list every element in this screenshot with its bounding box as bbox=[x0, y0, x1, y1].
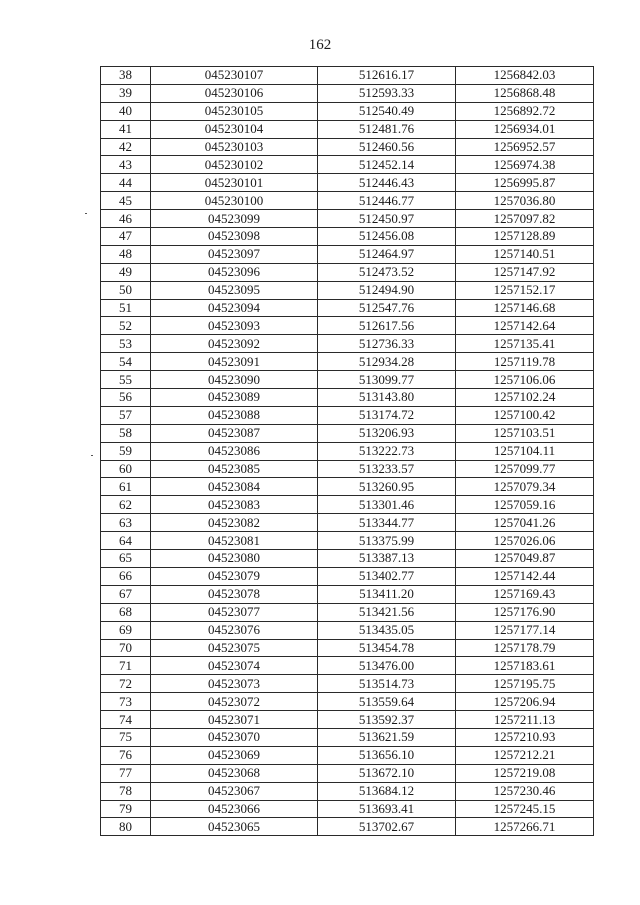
x-coordinate-cell: 513514.73 bbox=[318, 675, 456, 693]
table-row bbox=[101, 67, 594, 85]
table-row bbox=[101, 120, 594, 138]
point-number-cell: 72 bbox=[101, 675, 151, 693]
table-row bbox=[101, 567, 594, 585]
point-code-cell: 04523088 bbox=[151, 406, 318, 424]
y-coordinate-cell: 1257103.51 bbox=[456, 424, 594, 442]
point-code-cell: 045230100 bbox=[151, 192, 318, 210]
x-coordinate-cell: 513454.78 bbox=[318, 639, 456, 657]
point-code-cell: 045230106 bbox=[151, 84, 318, 102]
point-code-cell: 04523093 bbox=[151, 317, 318, 335]
table-row bbox=[101, 442, 594, 460]
point-code-cell: 04523065 bbox=[151, 818, 318, 836]
table-row bbox=[101, 317, 594, 335]
y-coordinate-cell: 1257210.93 bbox=[456, 728, 594, 746]
x-coordinate-cell: 512464.97 bbox=[318, 245, 456, 263]
y-coordinate-cell: 1257135.41 bbox=[456, 335, 594, 353]
point-number-cell: 78 bbox=[101, 782, 151, 800]
table-row bbox=[101, 478, 594, 496]
x-coordinate-cell: 512934.28 bbox=[318, 353, 456, 371]
x-coordinate-cell: 512450.97 bbox=[318, 210, 456, 228]
table-row bbox=[101, 389, 594, 407]
x-coordinate-cell: 513233.57 bbox=[318, 460, 456, 478]
point-number-cell: 73 bbox=[101, 693, 151, 711]
y-coordinate-cell: 1257195.75 bbox=[456, 675, 594, 693]
point-number-cell: 57 bbox=[101, 406, 151, 424]
y-coordinate-cell: 1256868.48 bbox=[456, 84, 594, 102]
point-code-cell: 04523079 bbox=[151, 567, 318, 585]
x-coordinate-cell: 512616.17 bbox=[318, 67, 456, 85]
point-number-cell: 66 bbox=[101, 567, 151, 585]
point-number-cell: 40 bbox=[101, 102, 151, 120]
point-code-cell: 04523094 bbox=[151, 299, 318, 317]
point-number-cell: 75 bbox=[101, 728, 151, 746]
point-code-cell: 04523095 bbox=[151, 281, 318, 299]
table-row bbox=[101, 621, 594, 639]
point-code-cell: 045230107 bbox=[151, 67, 318, 85]
table-row bbox=[101, 210, 594, 228]
y-coordinate-cell: 1257097.82 bbox=[456, 210, 594, 228]
x-coordinate-cell: 512452.14 bbox=[318, 156, 456, 174]
table-row bbox=[101, 728, 594, 746]
table-row bbox=[101, 764, 594, 782]
coordinate-table bbox=[100, 66, 594, 836]
x-coordinate-cell: 512494.90 bbox=[318, 281, 456, 299]
point-code-cell: 04523068 bbox=[151, 764, 318, 782]
table-row bbox=[101, 353, 594, 371]
y-coordinate-cell: 1257176.90 bbox=[456, 603, 594, 621]
y-coordinate-cell: 1257177.14 bbox=[456, 621, 594, 639]
x-coordinate-cell: 513344.77 bbox=[318, 514, 456, 532]
y-coordinate-cell: 1257104.11 bbox=[456, 442, 594, 460]
point-number-cell: 49 bbox=[101, 263, 151, 281]
point-code-cell: 04523069 bbox=[151, 746, 318, 764]
point-number-cell: 76 bbox=[101, 746, 151, 764]
y-coordinate-cell: 1256995.87 bbox=[456, 174, 594, 192]
point-number-cell: 42 bbox=[101, 138, 151, 156]
x-coordinate-cell: 512460.56 bbox=[318, 138, 456, 156]
x-coordinate-cell: 513702.67 bbox=[318, 818, 456, 836]
table-row bbox=[101, 693, 594, 711]
scan-speck bbox=[91, 455, 93, 456]
point-number-cell: 39 bbox=[101, 84, 151, 102]
y-coordinate-cell: 1257128.89 bbox=[456, 228, 594, 246]
point-number-cell: 44 bbox=[101, 174, 151, 192]
point-code-cell: 04523067 bbox=[151, 782, 318, 800]
point-code-cell: 04523075 bbox=[151, 639, 318, 657]
y-coordinate-cell: 1256952.57 bbox=[456, 138, 594, 156]
point-number-cell: 58 bbox=[101, 424, 151, 442]
point-code-cell: 04523086 bbox=[151, 442, 318, 460]
x-coordinate-cell: 513672.10 bbox=[318, 764, 456, 782]
point-number-cell: 50 bbox=[101, 281, 151, 299]
table-row bbox=[101, 711, 594, 729]
x-coordinate-cell: 513411.20 bbox=[318, 585, 456, 603]
table-row bbox=[101, 514, 594, 532]
table-row bbox=[101, 424, 594, 442]
table-row bbox=[101, 550, 594, 568]
point-number-cell: 61 bbox=[101, 478, 151, 496]
y-coordinate-cell: 1257219.08 bbox=[456, 764, 594, 782]
x-coordinate-cell: 512473.52 bbox=[318, 263, 456, 281]
point-code-cell: 04523066 bbox=[151, 800, 318, 818]
x-coordinate-cell: 513301.46 bbox=[318, 496, 456, 514]
table-row bbox=[101, 800, 594, 818]
point-number-cell: 67 bbox=[101, 585, 151, 603]
y-coordinate-cell: 1257119.78 bbox=[456, 353, 594, 371]
x-coordinate-cell: 513375.99 bbox=[318, 532, 456, 550]
point-number-cell: 54 bbox=[101, 353, 151, 371]
point-number-cell: 71 bbox=[101, 657, 151, 675]
x-coordinate-cell: 513387.13 bbox=[318, 550, 456, 568]
point-number-cell: 48 bbox=[101, 245, 151, 263]
table-row bbox=[101, 84, 594, 102]
point-number-cell: 41 bbox=[101, 120, 151, 138]
point-code-cell: 04523074 bbox=[151, 657, 318, 675]
table-row bbox=[101, 281, 594, 299]
x-coordinate-cell: 513421.56 bbox=[318, 603, 456, 621]
table-row bbox=[101, 585, 594, 603]
x-coordinate-cell: 513435.05 bbox=[318, 621, 456, 639]
x-coordinate-cell: 513099.77 bbox=[318, 371, 456, 389]
x-coordinate-cell: 513621.59 bbox=[318, 728, 456, 746]
y-coordinate-cell: 1257178.79 bbox=[456, 639, 594, 657]
table-row bbox=[101, 192, 594, 210]
point-code-cell: 04523076 bbox=[151, 621, 318, 639]
x-coordinate-cell: 513592.37 bbox=[318, 711, 456, 729]
y-coordinate-cell: 1257142.64 bbox=[456, 317, 594, 335]
point-number-cell: 74 bbox=[101, 711, 151, 729]
point-code-cell: 04523096 bbox=[151, 263, 318, 281]
x-coordinate-cell: 513656.10 bbox=[318, 746, 456, 764]
y-coordinate-cell: 1257206.94 bbox=[456, 693, 594, 711]
point-number-cell: 79 bbox=[101, 800, 151, 818]
point-code-cell: 045230102 bbox=[151, 156, 318, 174]
y-coordinate-cell: 1257169.43 bbox=[456, 585, 594, 603]
table-row bbox=[101, 228, 594, 246]
x-coordinate-cell: 513693.41 bbox=[318, 800, 456, 818]
table-row bbox=[101, 639, 594, 657]
point-number-cell: 52 bbox=[101, 317, 151, 335]
x-coordinate-cell: 513402.77 bbox=[318, 567, 456, 585]
x-coordinate-cell: 512446.43 bbox=[318, 174, 456, 192]
table-row bbox=[101, 496, 594, 514]
x-coordinate-cell: 513260.95 bbox=[318, 478, 456, 496]
x-coordinate-cell: 513143.80 bbox=[318, 389, 456, 407]
point-number-cell: 68 bbox=[101, 603, 151, 621]
point-code-cell: 04523087 bbox=[151, 424, 318, 442]
point-number-cell: 51 bbox=[101, 299, 151, 317]
point-number-cell: 46 bbox=[101, 210, 151, 228]
point-code-cell: 045230103 bbox=[151, 138, 318, 156]
x-coordinate-cell: 512547.76 bbox=[318, 299, 456, 317]
point-number-cell: 53 bbox=[101, 335, 151, 353]
point-code-cell: 04523084 bbox=[151, 478, 318, 496]
x-coordinate-cell: 512446.77 bbox=[318, 192, 456, 210]
y-coordinate-cell: 1257245.15 bbox=[456, 800, 594, 818]
point-code-cell: 04523085 bbox=[151, 460, 318, 478]
coordinate-table-body bbox=[101, 67, 594, 836]
point-number-cell: 80 bbox=[101, 818, 151, 836]
table-row bbox=[101, 603, 594, 621]
point-code-cell: 04523070 bbox=[151, 728, 318, 746]
table-row bbox=[101, 174, 594, 192]
x-coordinate-cell: 512481.76 bbox=[318, 120, 456, 138]
y-coordinate-cell: 1256934.01 bbox=[456, 120, 594, 138]
x-coordinate-cell: 513206.93 bbox=[318, 424, 456, 442]
table-row bbox=[101, 263, 594, 281]
table-row bbox=[101, 299, 594, 317]
x-coordinate-cell: 512617.56 bbox=[318, 317, 456, 335]
point-code-cell: 04523097 bbox=[151, 245, 318, 263]
y-coordinate-cell: 1256974.38 bbox=[456, 156, 594, 174]
x-coordinate-cell: 512593.33 bbox=[318, 84, 456, 102]
y-coordinate-cell: 1257049.87 bbox=[456, 550, 594, 568]
point-number-cell: 65 bbox=[101, 550, 151, 568]
y-coordinate-cell: 1257152.17 bbox=[456, 281, 594, 299]
y-coordinate-cell: 1257041.26 bbox=[456, 514, 594, 532]
y-coordinate-cell: 1257212.21 bbox=[456, 746, 594, 764]
x-coordinate-cell: 513222.73 bbox=[318, 442, 456, 460]
y-coordinate-cell: 1257183.61 bbox=[456, 657, 594, 675]
y-coordinate-cell: 1257142.44 bbox=[456, 567, 594, 585]
x-coordinate-cell: 513476.00 bbox=[318, 657, 456, 675]
point-code-cell: 045230104 bbox=[151, 120, 318, 138]
y-coordinate-cell: 1257099.77 bbox=[456, 460, 594, 478]
point-number-cell: 63 bbox=[101, 514, 151, 532]
point-code-cell: 04523082 bbox=[151, 514, 318, 532]
point-code-cell: 04523078 bbox=[151, 585, 318, 603]
y-coordinate-cell: 1257026.06 bbox=[456, 532, 594, 550]
point-code-cell: 04523083 bbox=[151, 496, 318, 514]
table-row bbox=[101, 782, 594, 800]
point-code-cell: 04523077 bbox=[151, 603, 318, 621]
table-row bbox=[101, 335, 594, 353]
point-number-cell: 59 bbox=[101, 442, 151, 460]
y-coordinate-cell: 1257147.92 bbox=[456, 263, 594, 281]
y-coordinate-cell: 1257100.42 bbox=[456, 406, 594, 424]
y-coordinate-cell: 1257102.24 bbox=[456, 389, 594, 407]
point-number-cell: 43 bbox=[101, 156, 151, 174]
y-coordinate-cell: 1257140.51 bbox=[456, 245, 594, 263]
table-row bbox=[101, 406, 594, 424]
point-code-cell: 04523091 bbox=[151, 353, 318, 371]
y-coordinate-cell: 1257036.80 bbox=[456, 192, 594, 210]
table-row bbox=[101, 245, 594, 263]
x-coordinate-cell: 513174.72 bbox=[318, 406, 456, 424]
table-row bbox=[101, 818, 594, 836]
point-code-cell: 04523090 bbox=[151, 371, 318, 389]
table-row bbox=[101, 746, 594, 764]
point-number-cell: 38 bbox=[101, 67, 151, 85]
point-code-cell: 04523080 bbox=[151, 550, 318, 568]
y-coordinate-cell: 1257230.46 bbox=[456, 782, 594, 800]
point-code-cell: 04523081 bbox=[151, 532, 318, 550]
table-row bbox=[101, 156, 594, 174]
point-number-cell: 69 bbox=[101, 621, 151, 639]
x-coordinate-cell: 513684.12 bbox=[318, 782, 456, 800]
point-number-cell: 56 bbox=[101, 389, 151, 407]
point-code-cell: 04523089 bbox=[151, 389, 318, 407]
x-coordinate-cell: 512540.49 bbox=[318, 102, 456, 120]
y-coordinate-cell: 1257266.71 bbox=[456, 818, 594, 836]
point-code-cell: 04523099 bbox=[151, 210, 318, 228]
point-code-cell: 045230101 bbox=[151, 174, 318, 192]
y-coordinate-cell: 1257079.34 bbox=[456, 478, 594, 496]
scan-speck bbox=[85, 213, 87, 214]
table-row bbox=[101, 371, 594, 389]
table-row bbox=[101, 102, 594, 120]
table-row bbox=[101, 138, 594, 156]
table-row bbox=[101, 460, 594, 478]
point-number-cell: 64 bbox=[101, 532, 151, 550]
point-code-cell: 04523073 bbox=[151, 675, 318, 693]
point-code-cell: 04523092 bbox=[151, 335, 318, 353]
y-coordinate-cell: 1257106.06 bbox=[456, 371, 594, 389]
y-coordinate-cell: 1256892.72 bbox=[456, 102, 594, 120]
y-coordinate-cell: 1256842.03 bbox=[456, 67, 594, 85]
y-coordinate-cell: 1257211.13 bbox=[456, 711, 594, 729]
table-row bbox=[101, 657, 594, 675]
point-number-cell: 62 bbox=[101, 496, 151, 514]
x-coordinate-cell: 512456.08 bbox=[318, 228, 456, 246]
table-row bbox=[101, 675, 594, 693]
y-coordinate-cell: 1257146.68 bbox=[456, 299, 594, 317]
y-coordinate-cell: 1257059.16 bbox=[456, 496, 594, 514]
point-number-cell: 55 bbox=[101, 371, 151, 389]
x-coordinate-cell: 512736.33 bbox=[318, 335, 456, 353]
point-code-cell: 04523071 bbox=[151, 711, 318, 729]
point-code-cell: 04523072 bbox=[151, 693, 318, 711]
point-number-cell: 60 bbox=[101, 460, 151, 478]
table-row bbox=[101, 532, 594, 550]
point-code-cell: 045230105 bbox=[151, 102, 318, 120]
x-coordinate-cell: 513559.64 bbox=[318, 693, 456, 711]
point-number-cell: 45 bbox=[101, 192, 151, 210]
point-number-cell: 77 bbox=[101, 764, 151, 782]
point-number-cell: 70 bbox=[101, 639, 151, 657]
point-code-cell: 04523098 bbox=[151, 228, 318, 246]
page-number: 162 bbox=[308, 37, 332, 53]
point-number-cell: 47 bbox=[101, 228, 151, 246]
